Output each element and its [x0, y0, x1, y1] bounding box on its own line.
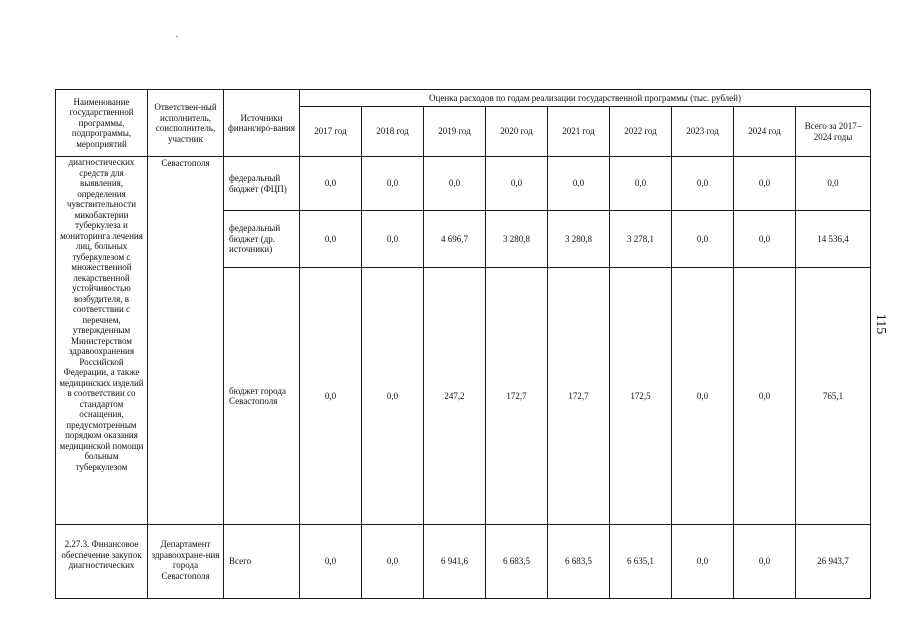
- budget-table: [55, 89, 871, 599]
- header-estimate: Оценка расходов по годам реализации государственной программы (тыс. рублей): [300, 90, 871, 107]
- header-year: 2017 год: [300, 107, 362, 157]
- value-cell: 0,0: [362, 525, 424, 599]
- page-number: 115: [873, 313, 888, 335]
- value-cell: 0,0: [672, 157, 734, 211]
- header-row-estimate: [56, 90, 871, 107]
- measure-executor: Севастополя: [148, 157, 224, 525]
- value-cell: 0,0: [486, 157, 548, 211]
- funding-source: федеральный бюджет (ФЦП): [224, 157, 300, 211]
- value-cell: 6 941,6: [424, 525, 486, 599]
- value-cell: 172,7: [548, 268, 610, 525]
- value-cell: 6 635,1: [610, 525, 672, 599]
- value-cell: 0,0: [362, 157, 424, 211]
- value-cell: 172,5: [610, 268, 672, 525]
- measure-name: 2.27.3. Финансовое обеспечение закупок диагностических: [56, 525, 148, 599]
- funding-source: федеральный бюджет (др. источники): [224, 211, 300, 268]
- value-cell: 172,7: [486, 268, 548, 525]
- header-sources: Источники финансиро-вания: [224, 90, 300, 157]
- header-year: 2019 год: [424, 107, 486, 157]
- funding-source: Всего: [224, 525, 300, 599]
- value-cell: 4 696,7: [424, 211, 486, 268]
- value-cell: 0,0: [734, 525, 796, 599]
- header-year: 2023 год: [672, 107, 734, 157]
- value-cell: 0,0: [672, 268, 734, 525]
- header-executor: Ответствен-ный исполнитель, соисполнитель, участник: [148, 90, 224, 157]
- total-cell: 765,1: [796, 268, 871, 525]
- value-cell: 0,0: [300, 268, 362, 525]
- value-cell: 0,0: [734, 211, 796, 268]
- header-total: Всего за 2017–2024 годы: [796, 107, 871, 157]
- value-cell: 3 280,8: [486, 211, 548, 268]
- measure-name: диагностических средств для выявления, определения чувствительности микобактерии туберкулеза и мониторинга лечения лиц, больных туберкулезом с множественной лекарственной устойчивостью возбудителя, в соответствии с перечнем, утвержденным Министерством здравоохранения Российской Федерации, а также медицинских изделий в соответствии со стандартом оснащения, предусмотренным порядком оказания медицинской помощи больным туберкулезом: [56, 157, 148, 525]
- value-cell: 0,0: [734, 157, 796, 211]
- value-cell: 0,0: [300, 525, 362, 599]
- table-row: [56, 525, 871, 599]
- header-year: 2021 год: [548, 107, 610, 157]
- value-cell: 0,0: [672, 525, 734, 599]
- header-year: 2018 год: [362, 107, 424, 157]
- total-cell: 26 943,7: [796, 525, 871, 599]
- header-year: 2020 год: [486, 107, 548, 157]
- value-cell: 247,2: [424, 268, 486, 525]
- total-cell: 0,0: [796, 157, 871, 211]
- header-year: 2022 год: [610, 107, 672, 157]
- value-cell: 6 683,5: [486, 525, 548, 599]
- value-cell: 0,0: [548, 157, 610, 211]
- value-cell: 0,0: [424, 157, 486, 211]
- value-cell: 0,0: [300, 211, 362, 268]
- scan-speck: [176, 36, 178, 37]
- total-cell: 14 536,4: [796, 211, 871, 268]
- value-cell: 0,0: [362, 211, 424, 268]
- value-cell: 0,0: [734, 268, 796, 525]
- value-cell: 0,0: [610, 157, 672, 211]
- value-cell: 0,0: [362, 268, 424, 525]
- measure-executor: Департамент здравоохране-ния города Севастополя: [148, 525, 224, 599]
- header-name: Наименование государственной программы, подпрограммы, мероприятий: [56, 90, 148, 157]
- value-cell: 3 278,1: [610, 211, 672, 268]
- table-body: [56, 90, 871, 599]
- funding-source: бюджет города Севастополя: [224, 268, 300, 525]
- table-row: [56, 157, 871, 211]
- value-cell: 0,0: [672, 211, 734, 268]
- header-year: 2024 год: [734, 107, 796, 157]
- value-cell: 3 280,8: [548, 211, 610, 268]
- value-cell: 6 683,5: [548, 525, 610, 599]
- value-cell: 0,0: [300, 157, 362, 211]
